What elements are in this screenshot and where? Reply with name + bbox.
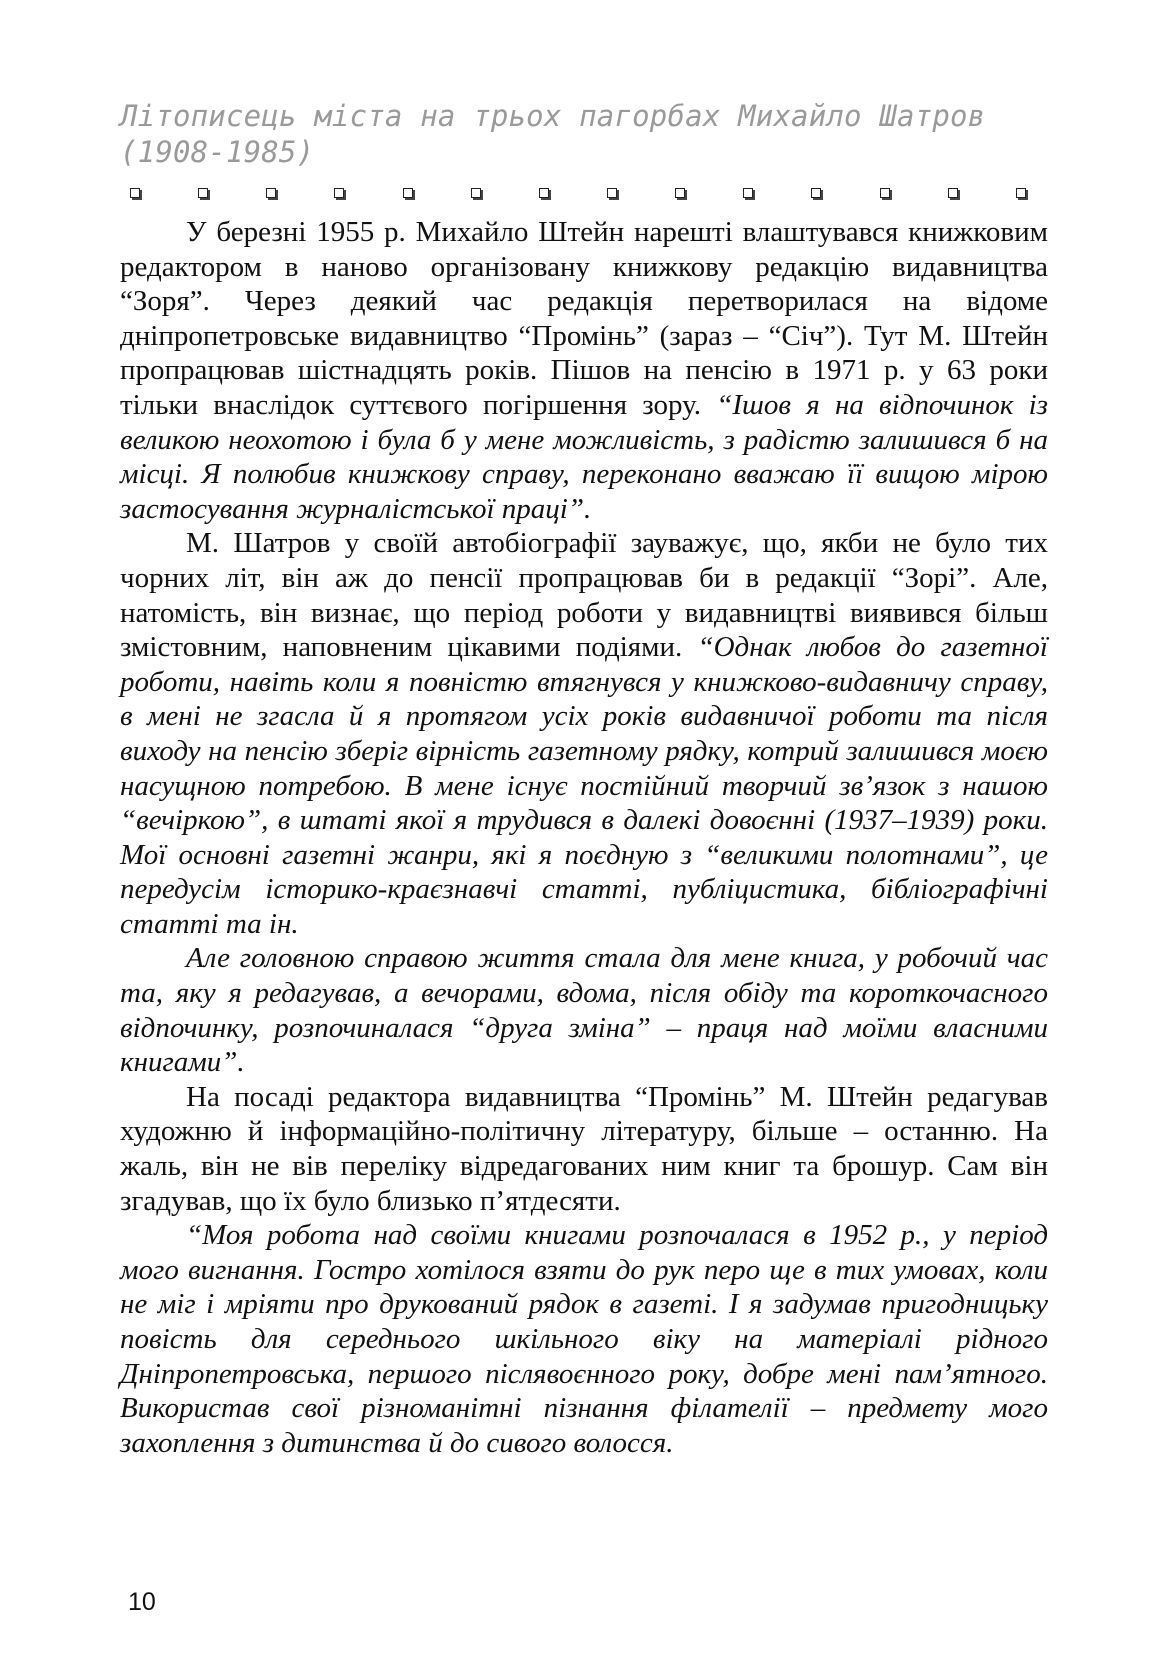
paragraph	[120, 215, 1048, 526]
paragraph-text: На посаді редактора видавництва “Промінь” М. Штейн редагував художню й інформаційно-політичну літературу, більше – останню. На жаль, він не вів переліку відредагованих ним книг та брошур. Сам він згадував, що їх було близько п’ятдесяти.	[120, 1080, 1048, 1217]
paragraph-text: У березні 1955 р. Михайло Штейн нарешті влаштувався книжковим редактором в наново організовану книжкову редакцію видавництва “Зоря”. Через деякий час редакція перетворилася на відоме дніпропетровське видавництво “Промінь” (зараз – “Січ”). Тут М. Штейн пропрацював шістнадцять років. Пішов на пенсію в 1971 р. у 63 роки тільки внаслідок суттєвого погіршення зору.	[120, 216, 1048, 421]
ornament-box-icon	[607, 188, 617, 198]
body-text	[120, 215, 1048, 1460]
ornament-box-icon	[539, 188, 549, 198]
ornament-box-icon	[880, 188, 890, 198]
quote-text: “Моя робота над своїми книгами розпочалася в 1952 р., у період мого вигнання. Гостро хотілося взяти до рук перо ще в тих умовах, коли не міг і мріяти про друкований рядок в газеті. І я задумав пригодницьку повість для середнього шкільного віку на матеріалі рідного Дніпропетровська, першого післявоєнного року, добре мені пам’ятного. Використав свої різноманітні пізнання філателії – предмету мого захоплення з дитинства й до сивого волосся.	[120, 1219, 1048, 1459]
ornament-box-icon	[1016, 188, 1026, 198]
ornament-box-icon	[403, 188, 413, 198]
paragraph	[120, 1080, 1048, 1218]
ornament-box-icon	[743, 188, 753, 198]
page-number: 10	[128, 1588, 156, 1616]
ornament-box-icon	[811, 188, 821, 198]
ornament-box-icon	[675, 188, 685, 198]
ornament-divider	[130, 188, 1026, 198]
ornament-box-icon	[198, 188, 208, 198]
ornament-box-icon	[471, 188, 481, 198]
ornament-box-icon	[130, 188, 140, 198]
paragraph	[120, 1218, 1048, 1460]
paragraph	[120, 941, 1048, 1079]
paragraph	[120, 526, 1048, 941]
ornament-box-icon	[948, 188, 958, 198]
ornament-box-icon	[266, 188, 276, 198]
quote-text: “Однак любов до газетної роботи, навіть коли я повністю втягнувся у книжково-видавничу справу, в мені не згасла й я протягом усіх років видавничої роботи та після виходу на пенсію зберіг вірність газетному рядку, котрий залишився моєю насущною потребою. В мене існує постійний творчий зв’язок з нашою “вечіркою”, в штаті якої я трудився в далекі довоєнні (1937–1939) роки. Мої основні газетні жанри, які я поєдную з “великими полотнами”, це передусім історико-краєзнавчі статті, публіцистика, бібліографічні статті та ін.	[120, 631, 1048, 940]
quote-text: “Ішов я на відпочинок із великою неохотою і була б у мене можливість, з радістю залишився б на місці. Я полюбив книжкову справу, переконано вважаю її вищою мірою застосування журналістської праці”.	[120, 388, 1049, 525]
paragraph-text: М. Шатров у своїй автобіографії зауважує, що, якби не було тих чорних літ, він аж до пенсії пропрацював би в редакції “Зорі”. Але, натомість, він визнає, що період роботи у видавництві виявився більш змістовним, наповненим цікавими подіями.	[120, 527, 1048, 664]
quote-text: Але головною справою життя стала для мене книга, у робочий час та, яку я редагував, а вечорами, вдома, після обіду та короткочасного відпочинку, розпочиналася “друга зміна” – праця над моїми власними книгами”.	[120, 942, 1048, 1079]
ornament-box-icon	[334, 188, 344, 198]
running-header: Літописець міста на трьох пагорбах Михайло Шатров (1908-1985)	[120, 99, 986, 169]
